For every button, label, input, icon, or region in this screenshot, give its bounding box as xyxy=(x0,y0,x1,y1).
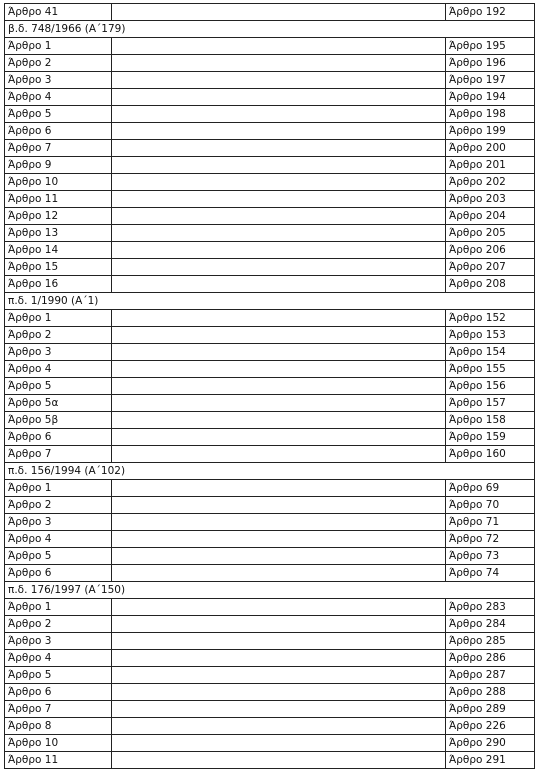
middle-cell xyxy=(112,276,446,293)
table-row xyxy=(5,259,535,276)
old-article-cell: Άρθρο 1 xyxy=(5,38,112,55)
middle-cell xyxy=(112,327,446,344)
new-article-cell: Άρθρο 157 xyxy=(446,395,535,412)
old-article-cell: Άρθρο 13 xyxy=(5,225,112,242)
table-row xyxy=(5,412,535,429)
old-article-cell: Άρθρο 5 xyxy=(5,378,112,395)
new-article-cell: Άρθρο 200 xyxy=(446,140,535,157)
table-row xyxy=(5,633,535,650)
new-article-cell: Άρθρο 284 xyxy=(446,616,535,633)
correspondence-table xyxy=(4,3,535,769)
middle-cell xyxy=(112,752,446,769)
table-row xyxy=(5,225,535,242)
table-row xyxy=(5,718,535,735)
new-article-cell: Άρθρο 208 xyxy=(446,276,535,293)
middle-cell xyxy=(112,497,446,514)
old-article-cell: Άρθρο 6 xyxy=(5,429,112,446)
new-article-cell: Άρθρο 72 xyxy=(446,531,535,548)
table-row xyxy=(5,684,535,701)
table-row xyxy=(5,429,535,446)
old-article-cell: Άρθρο 6 xyxy=(5,565,112,582)
new-article-cell: Άρθρο 198 xyxy=(446,106,535,123)
middle-cell xyxy=(112,599,446,616)
table-row xyxy=(5,548,535,565)
middle-cell xyxy=(112,344,446,361)
table-row xyxy=(5,344,535,361)
new-article-cell: Άρθρο 155 xyxy=(446,361,535,378)
new-article-cell: Άρθρο 195 xyxy=(446,38,535,55)
old-article-cell: Άρθρο 5 xyxy=(5,548,112,565)
new-article-cell: Άρθρο 205 xyxy=(446,225,535,242)
table-row xyxy=(5,616,535,633)
table-row xyxy=(5,140,535,157)
table-row xyxy=(5,276,535,293)
new-article-cell: Άρθρο 152 xyxy=(446,310,535,327)
middle-cell xyxy=(112,616,446,633)
old-article-cell: Άρθρο 8 xyxy=(5,718,112,735)
middle-cell xyxy=(112,667,446,684)
old-article-cell: Άρθρο 7 xyxy=(5,701,112,718)
table-row xyxy=(5,4,535,21)
old-article-cell: Άρθρο 11 xyxy=(5,752,112,769)
old-article-cell: Άρθρο 1 xyxy=(5,310,112,327)
middle-cell xyxy=(112,259,446,276)
new-article-cell: Άρθρο 199 xyxy=(446,123,535,140)
old-article-cell: Άρθρο 6 xyxy=(5,684,112,701)
table-row xyxy=(5,55,535,72)
new-article-cell: Άρθρο 158 xyxy=(446,412,535,429)
section-header-row xyxy=(5,582,535,599)
new-article-cell: Άρθρο 192 xyxy=(446,4,535,21)
middle-cell xyxy=(112,72,446,89)
new-article-cell: Άρθρο 206 xyxy=(446,242,535,259)
new-article-cell: Άρθρο 285 xyxy=(446,633,535,650)
old-article-cell: Άρθρο 3 xyxy=(5,72,112,89)
middle-cell xyxy=(112,633,446,650)
middle-cell xyxy=(112,310,446,327)
middle-cell xyxy=(112,123,446,140)
old-article-cell: Άρθρο 5α xyxy=(5,395,112,412)
table-row xyxy=(5,599,535,616)
old-article-cell: Άρθρο 3 xyxy=(5,633,112,650)
old-article-cell: Άρθρο 41 xyxy=(5,4,112,21)
middle-cell xyxy=(112,242,446,259)
new-article-cell: Άρθρο 203 xyxy=(446,191,535,208)
middle-cell xyxy=(112,361,446,378)
table-row xyxy=(5,327,535,344)
table-row xyxy=(5,310,535,327)
middle-cell xyxy=(112,55,446,72)
middle-cell xyxy=(112,514,446,531)
table-row xyxy=(5,667,535,684)
middle-cell xyxy=(112,208,446,225)
middle-cell xyxy=(112,429,446,446)
new-article-cell: Άρθρο 287 xyxy=(446,667,535,684)
middle-cell xyxy=(112,157,446,174)
table-row xyxy=(5,361,535,378)
middle-cell xyxy=(112,531,446,548)
middle-cell xyxy=(112,38,446,55)
table-row xyxy=(5,157,535,174)
old-article-cell: Άρθρο 14 xyxy=(5,242,112,259)
table-row xyxy=(5,701,535,718)
section-label: π.δ. 176/1997 (Α΄150) xyxy=(5,582,535,599)
middle-cell xyxy=(112,89,446,106)
old-article-cell: Άρθρο 4 xyxy=(5,531,112,548)
old-article-cell: Άρθρο 3 xyxy=(5,344,112,361)
old-article-cell: Άρθρο 16 xyxy=(5,276,112,293)
new-article-cell: Άρθρο 156 xyxy=(446,378,535,395)
table-row xyxy=(5,735,535,752)
new-article-cell: Άρθρο 202 xyxy=(446,174,535,191)
old-article-cell: Άρθρο 9 xyxy=(5,157,112,174)
new-article-cell: Άρθρο 70 xyxy=(446,497,535,514)
section-label: π.δ. 1/1990 (Α΄1) xyxy=(5,293,535,310)
table-row xyxy=(5,242,535,259)
new-article-cell: Άρθρο 74 xyxy=(446,565,535,582)
new-article-cell: Άρθρο 226 xyxy=(446,718,535,735)
table-row xyxy=(5,378,535,395)
table-row xyxy=(5,174,535,191)
new-article-cell: Άρθρο 207 xyxy=(446,259,535,276)
new-article-cell: Άρθρο 286 xyxy=(446,650,535,667)
middle-cell xyxy=(112,395,446,412)
old-article-cell: Άρθρο 2 xyxy=(5,55,112,72)
old-article-cell: Άρθρο 2 xyxy=(5,327,112,344)
middle-cell xyxy=(112,548,446,565)
new-article-cell: Άρθρο 153 xyxy=(446,327,535,344)
old-article-cell: Άρθρο 7 xyxy=(5,140,112,157)
section-header-row xyxy=(5,21,535,38)
new-article-cell: Άρθρο 69 xyxy=(446,480,535,497)
old-article-cell: Άρθρο 4 xyxy=(5,361,112,378)
old-article-cell: Άρθρο 6 xyxy=(5,123,112,140)
old-article-cell: Άρθρο 11 xyxy=(5,191,112,208)
new-article-cell: Άρθρο 291 xyxy=(446,752,535,769)
middle-cell xyxy=(112,701,446,718)
old-article-cell: Άρθρο 12 xyxy=(5,208,112,225)
new-article-cell: Άρθρο 71 xyxy=(446,514,535,531)
middle-cell xyxy=(112,412,446,429)
new-article-cell: Άρθρο 288 xyxy=(446,684,535,701)
table-row xyxy=(5,123,535,140)
old-article-cell: Άρθρο 1 xyxy=(5,480,112,497)
middle-cell xyxy=(112,106,446,123)
middle-cell xyxy=(112,718,446,735)
old-article-cell: Άρθρο 1 xyxy=(5,599,112,616)
new-article-cell: Άρθρο 154 xyxy=(446,344,535,361)
table-body xyxy=(5,4,535,769)
new-article-cell: Άρθρο 201 xyxy=(446,157,535,174)
table-row xyxy=(5,752,535,769)
new-article-cell: Άρθρο 73 xyxy=(446,548,535,565)
table-row xyxy=(5,395,535,412)
new-article-cell: Άρθρο 196 xyxy=(446,55,535,72)
table-row xyxy=(5,480,535,497)
middle-cell xyxy=(112,735,446,752)
old-article-cell: Άρθρο 2 xyxy=(5,616,112,633)
section-label: π.δ. 156/1994 (Α΄102) xyxy=(5,463,535,480)
table-row xyxy=(5,106,535,123)
old-article-cell: Άρθρο 10 xyxy=(5,174,112,191)
table-row xyxy=(5,531,535,548)
table-row xyxy=(5,514,535,531)
old-article-cell: Άρθρο 5 xyxy=(5,667,112,684)
new-article-cell: Άρθρο 283 xyxy=(446,599,535,616)
table-row xyxy=(5,208,535,225)
section-header-row xyxy=(5,293,535,310)
old-article-cell: Άρθρο 15 xyxy=(5,259,112,276)
table-row xyxy=(5,565,535,582)
middle-cell xyxy=(112,140,446,157)
middle-cell xyxy=(112,225,446,242)
table-row xyxy=(5,497,535,514)
middle-cell xyxy=(112,4,446,21)
new-article-cell: Άρθρο 159 xyxy=(446,429,535,446)
old-article-cell: Άρθρο 5 xyxy=(5,106,112,123)
middle-cell xyxy=(112,378,446,395)
middle-cell xyxy=(112,565,446,582)
old-article-cell: Άρθρο 5β xyxy=(5,412,112,429)
old-article-cell: Άρθρο 4 xyxy=(5,89,112,106)
old-article-cell: Άρθρο 3 xyxy=(5,514,112,531)
new-article-cell: Άρθρο 160 xyxy=(446,446,535,463)
table-row xyxy=(5,89,535,106)
middle-cell xyxy=(112,446,446,463)
new-article-cell: Άρθρο 194 xyxy=(446,89,535,106)
old-article-cell: Άρθρο 2 xyxy=(5,497,112,514)
new-article-cell: Άρθρο 197 xyxy=(446,72,535,89)
middle-cell xyxy=(112,174,446,191)
middle-cell xyxy=(112,684,446,701)
section-label: β.δ. 748/1966 (Α΄179) xyxy=(5,21,535,38)
old-article-cell: Άρθρο 4 xyxy=(5,650,112,667)
table-row xyxy=(5,650,535,667)
new-article-cell: Άρθρο 290 xyxy=(446,735,535,752)
new-article-cell: Άρθρο 289 xyxy=(446,701,535,718)
section-header-row xyxy=(5,463,535,480)
table-row xyxy=(5,191,535,208)
old-article-cell: Άρθρο 10 xyxy=(5,735,112,752)
old-article-cell: Άρθρο 7 xyxy=(5,446,112,463)
table-row xyxy=(5,38,535,55)
middle-cell xyxy=(112,650,446,667)
table-row xyxy=(5,446,535,463)
middle-cell xyxy=(112,480,446,497)
table-row xyxy=(5,72,535,89)
new-article-cell: Άρθρο 204 xyxy=(446,208,535,225)
middle-cell xyxy=(112,191,446,208)
